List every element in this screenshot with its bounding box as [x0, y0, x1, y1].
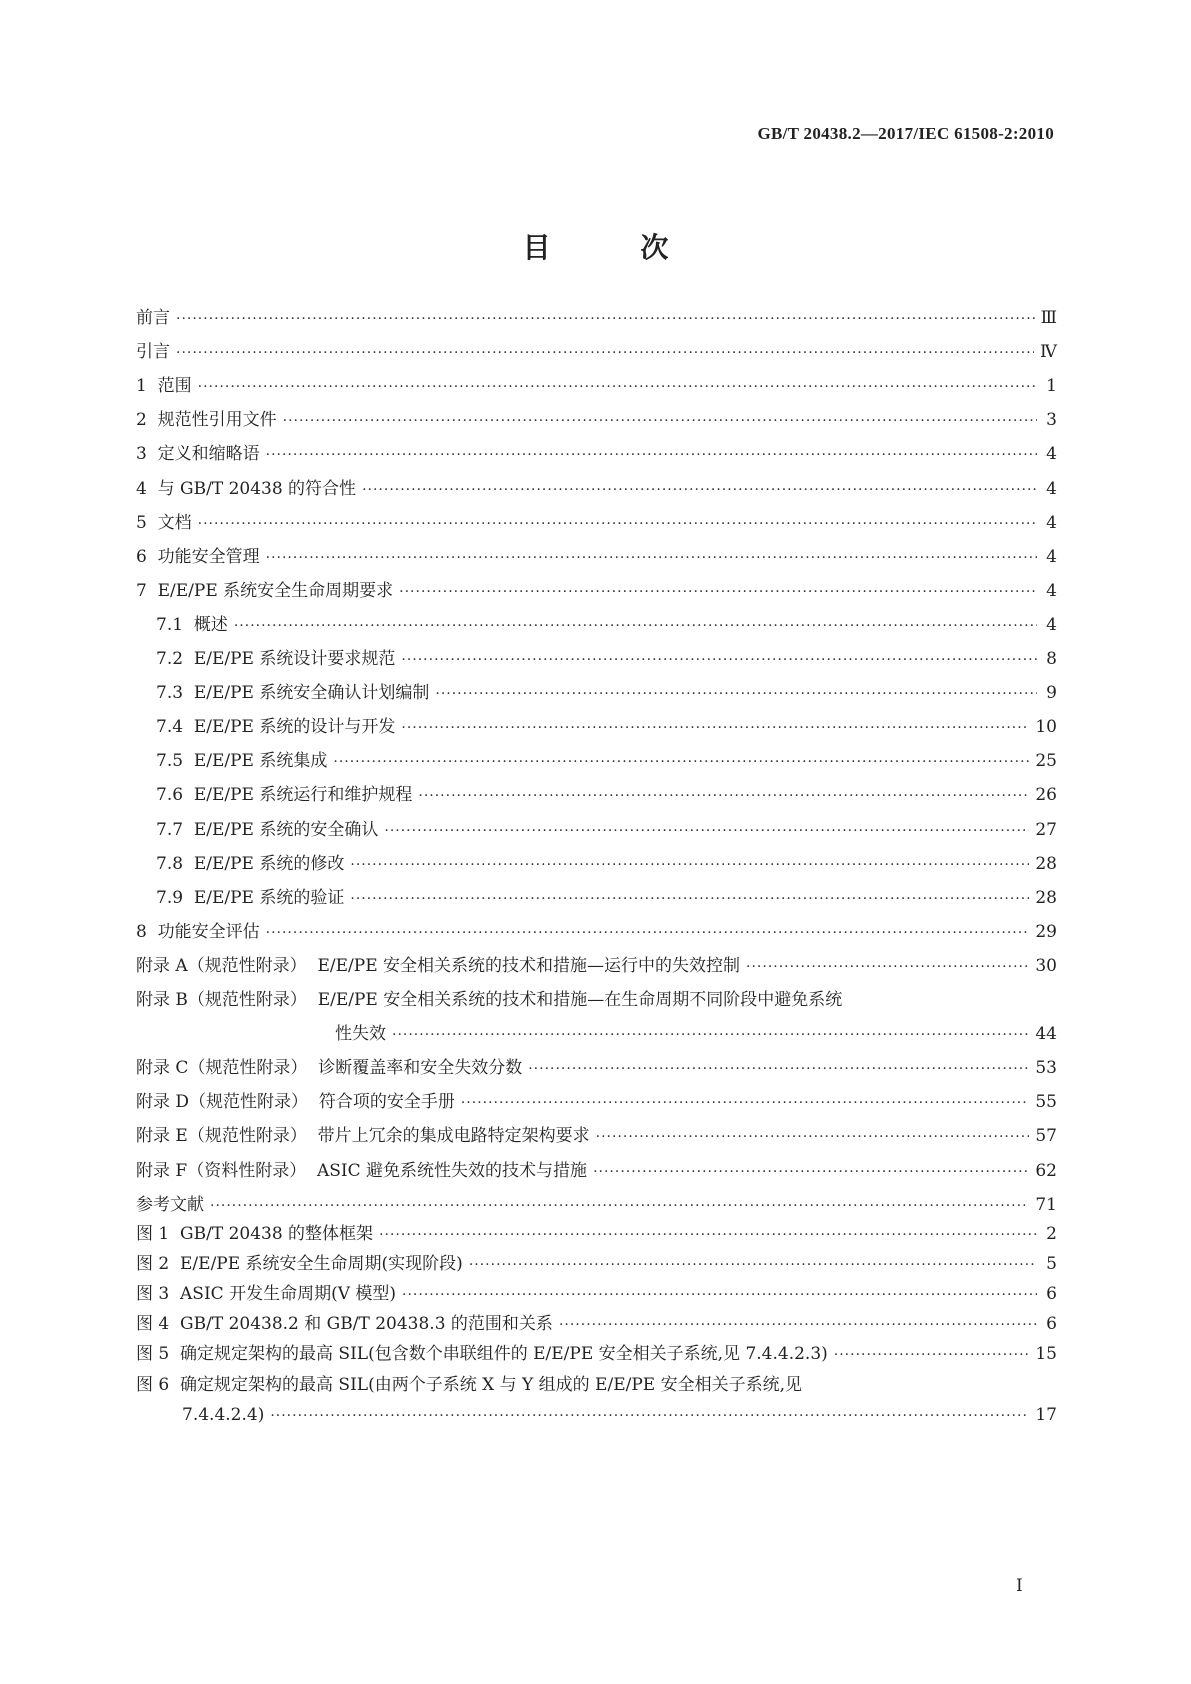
document-code: GB/T 20438.2—2017/IEC 61508-2:2010: [757, 124, 1054, 143]
entry-page: 15: [1035, 1344, 1057, 1365]
leader-dots: [198, 512, 1037, 536]
leader-dots: [270, 1404, 1029, 1428]
toc-entry[interactable]: [156, 681, 1057, 705]
toc-entry[interactable]: [136, 408, 1057, 432]
leader-dots: [401, 648, 1037, 672]
figure-entry[interactable]: [136, 1282, 1057, 1306]
toc-entry[interactable]: [136, 1159, 1057, 1183]
entry-page: 5: [1046, 1254, 1057, 1275]
entry-page: 10: [1035, 717, 1057, 738]
leader-dots: [402, 1283, 1037, 1307]
leader-dots: [283, 409, 1037, 433]
entry-label: 7.6 E/E/PE 系统运行和维护规程: [156, 785, 413, 806]
entry-page: 2: [1046, 1224, 1057, 1244]
toc-entry[interactable]: [156, 852, 1057, 876]
entry-page: 4: [1046, 478, 1057, 499]
leader-dots: [266, 546, 1037, 570]
leader-dots: [528, 1057, 1029, 1081]
toc-entry[interactable]: [136, 954, 1057, 978]
entry-label: 附录 F（资料性附录） ASIC 避免系统性失效的技术与措施: [136, 1160, 588, 1181]
entry-label: 7.5 E/E/PE 系统集成: [156, 751, 328, 772]
entry-page: 29: [1035, 921, 1057, 942]
leader-dots: [362, 478, 1037, 502]
entry-page: Ⅲ: [1040, 308, 1057, 328]
leader-dots: [210, 1194, 1029, 1218]
toc-entry[interactable]: [136, 1056, 1057, 1080]
leader-dots: [176, 307, 1035, 331]
figure-entry[interactable]: [136, 1312, 1057, 1336]
leader-dots: [469, 1253, 1037, 1277]
entry-page: 55: [1035, 1092, 1057, 1113]
figure-entry[interactable]: [136, 1222, 1057, 1246]
toc-entry[interactable]: [136, 988, 1057, 1012]
entry-label: 附录 A（规范性附录） E/E/PE 安全相关系统的技术和措施—运行中的失效控制: [136, 955, 741, 976]
entry-label: 图 6 确定规定架构的最高 SIL(由两个子系统 X 与 Y 组成的 E/E/PE 安全相关子系统,见: [136, 1374, 802, 1395]
entry-label: 7.7 E/E/PE 系统的安全确认: [156, 819, 379, 840]
entry-label: 7.3 E/E/PE 系统安全确认计划编制: [156, 683, 430, 704]
entry-page: 30: [1035, 955, 1057, 976]
leader-dots: [834, 1343, 1030, 1367]
figure-entry[interactable]: [136, 1252, 1057, 1276]
toc-entry[interactable]: [156, 886, 1057, 910]
entry-page: 1: [1046, 376, 1057, 397]
leader-dots: [392, 1023, 1029, 1047]
leader-dots: [266, 443, 1037, 467]
entry-page: 71: [1035, 1194, 1057, 1215]
entry-label: 图 2 E/E/PE 系统安全生命周期(实现阶段): [136, 1254, 463, 1275]
leader-dots: [234, 614, 1037, 638]
entry-page: 28: [1035, 853, 1057, 874]
toc-entry[interactable]: [136, 1090, 1057, 1114]
leader-dots: [746, 955, 1029, 979]
leader-dots: [379, 1223, 1037, 1247]
entry-label: 7.1 概述: [156, 614, 228, 635]
entry-label: 附录 D（规范性附录） 符合项的安全手册: [136, 1092, 455, 1113]
leader-dots: [384, 819, 1029, 843]
toc-entry[interactable]: [136, 545, 1057, 569]
entry-label: 附录 E（规范性附录） 带片上冗余的集成电路特定架构要求: [136, 1126, 590, 1147]
entry-label: 7.9 E/E/PE 系统的验证: [156, 887, 345, 908]
entry-page: 17: [1035, 1404, 1057, 1425]
entry-page: 28: [1035, 887, 1057, 908]
leader-dots: [399, 580, 1037, 604]
entry-label: 附录 B（规范性附录） E/E/PE 安全相关系统的技术和措施—在生命周期不同阶段中避免系统: [136, 990, 843, 1010]
toc-entry[interactable]: [156, 749, 1057, 773]
entry-label: 引言: [136, 342, 170, 363]
entry-page: 9: [1046, 683, 1057, 704]
entry-label: 1 范围: [136, 376, 192, 397]
entry-label: 3 定义和缩略语: [136, 444, 260, 465]
entry-page: 3: [1046, 410, 1057, 431]
entry-label: 性失效: [335, 1024, 386, 1045]
leader-dots: [593, 1160, 1029, 1184]
entry-label: 7.4 E/E/PE 系统的设计与开发: [156, 717, 396, 738]
entry-label: 前言: [136, 308, 170, 328]
entry-label: 6 功能安全管理: [136, 546, 260, 567]
figure-entry[interactable]: [136, 1342, 1057, 1366]
toc-entry[interactable]: [136, 442, 1057, 466]
leader-dots: [198, 375, 1037, 399]
entry-page: 26: [1035, 785, 1057, 806]
toc-entry[interactable]: [136, 579, 1057, 603]
entry-page: 44: [1035, 1024, 1057, 1045]
entry-label: 图 5 确定规定架构的最高 SIL(包含数个串联组件的 E/E/PE 安全相关子系统,见 7.4.4.2.3): [136, 1344, 828, 1365]
toc-entry[interactable]: [136, 920, 1057, 944]
toc-entry[interactable]: [156, 818, 1057, 842]
entry-page: 6: [1046, 1284, 1057, 1305]
entry-label: 7.2 E/E/PE 系统设计要求规范: [156, 649, 396, 669]
entry-page: Ⅳ: [1040, 342, 1057, 363]
leader-dots: [418, 784, 1029, 808]
figure-entry[interactable]: [182, 1403, 1057, 1427]
entry-page: 53: [1035, 1058, 1057, 1079]
toc-entry[interactable]: [136, 477, 1057, 501]
toc-entry[interactable]: [136, 374, 1057, 398]
leader-dots: [559, 1313, 1037, 1337]
toc-entry[interactable]: [156, 783, 1057, 807]
toc-entry[interactable]: [335, 1022, 1057, 1046]
leader-dots: [435, 682, 1037, 706]
entry-page: 4: [1046, 512, 1057, 533]
entry-page: 27: [1035, 819, 1057, 840]
leader-dots: [176, 341, 1034, 365]
figure-entry[interactable]: [136, 1373, 1057, 1397]
toc-entry[interactable]: [136, 306, 1057, 330]
toc-entry[interactable]: [156, 647, 1057, 671]
entry-page: 4: [1046, 580, 1057, 601]
leader-dots: [596, 1125, 1030, 1149]
leader-dots: [333, 750, 1029, 774]
toc-entry[interactable]: [156, 715, 1057, 739]
entry-label: 8 功能安全评估: [136, 921, 260, 942]
leader-dots: [401, 716, 1029, 740]
toc-entry[interactable]: [156, 613, 1057, 637]
entry-page: 4: [1046, 444, 1057, 465]
entry-label: 参考文献: [136, 1194, 204, 1215]
entry-label: 图 3 ASIC 开发生命周期(V 模型): [136, 1284, 397, 1305]
entry-label: 7.8 E/E/PE 系统的修改: [156, 853, 345, 874]
entry-label: 7 E/E/PE 系统安全生命周期要求: [136, 580, 394, 601]
entry-label: 5 文档: [136, 512, 192, 533]
leader-dots: [461, 1091, 1030, 1115]
entry-label: 附录 C（规范性附录） 诊断覆盖率和安全失效分数: [136, 1058, 523, 1079]
leader-dots: [350, 853, 1029, 877]
toc-entry[interactable]: [136, 1193, 1057, 1217]
toc-entry[interactable]: [136, 511, 1057, 535]
entry-label: 2 规范性引用文件: [136, 410, 277, 431]
entry-page: 62: [1035, 1160, 1057, 1181]
entry-page: 8: [1046, 649, 1057, 669]
toc-entry[interactable]: [136, 1124, 1057, 1148]
entry-page: 4: [1046, 546, 1057, 567]
entry-label: 图 1 GB/T 20438 的整体框架: [136, 1224, 374, 1244]
entry-page: 4: [1046, 614, 1057, 635]
entry-label: 图 4 GB/T 20438.2 和 GB/T 20438.3 的范围和关系: [136, 1314, 553, 1335]
page-title: 目 次: [522, 231, 709, 264]
entry-page: 6: [1046, 1314, 1057, 1335]
entry-label: 7.4.4.2.4): [182, 1404, 265, 1425]
page-number: I: [1016, 1576, 1023, 1596]
entry-page: 25: [1035, 751, 1057, 772]
entry-label: 4 与 GB/T 20438 的符合性: [136, 478, 357, 499]
toc-entry[interactable]: [136, 340, 1057, 364]
leader-dots: [266, 921, 1030, 945]
entry-page: 57: [1035, 1126, 1057, 1147]
leader-dots: [350, 887, 1029, 911]
